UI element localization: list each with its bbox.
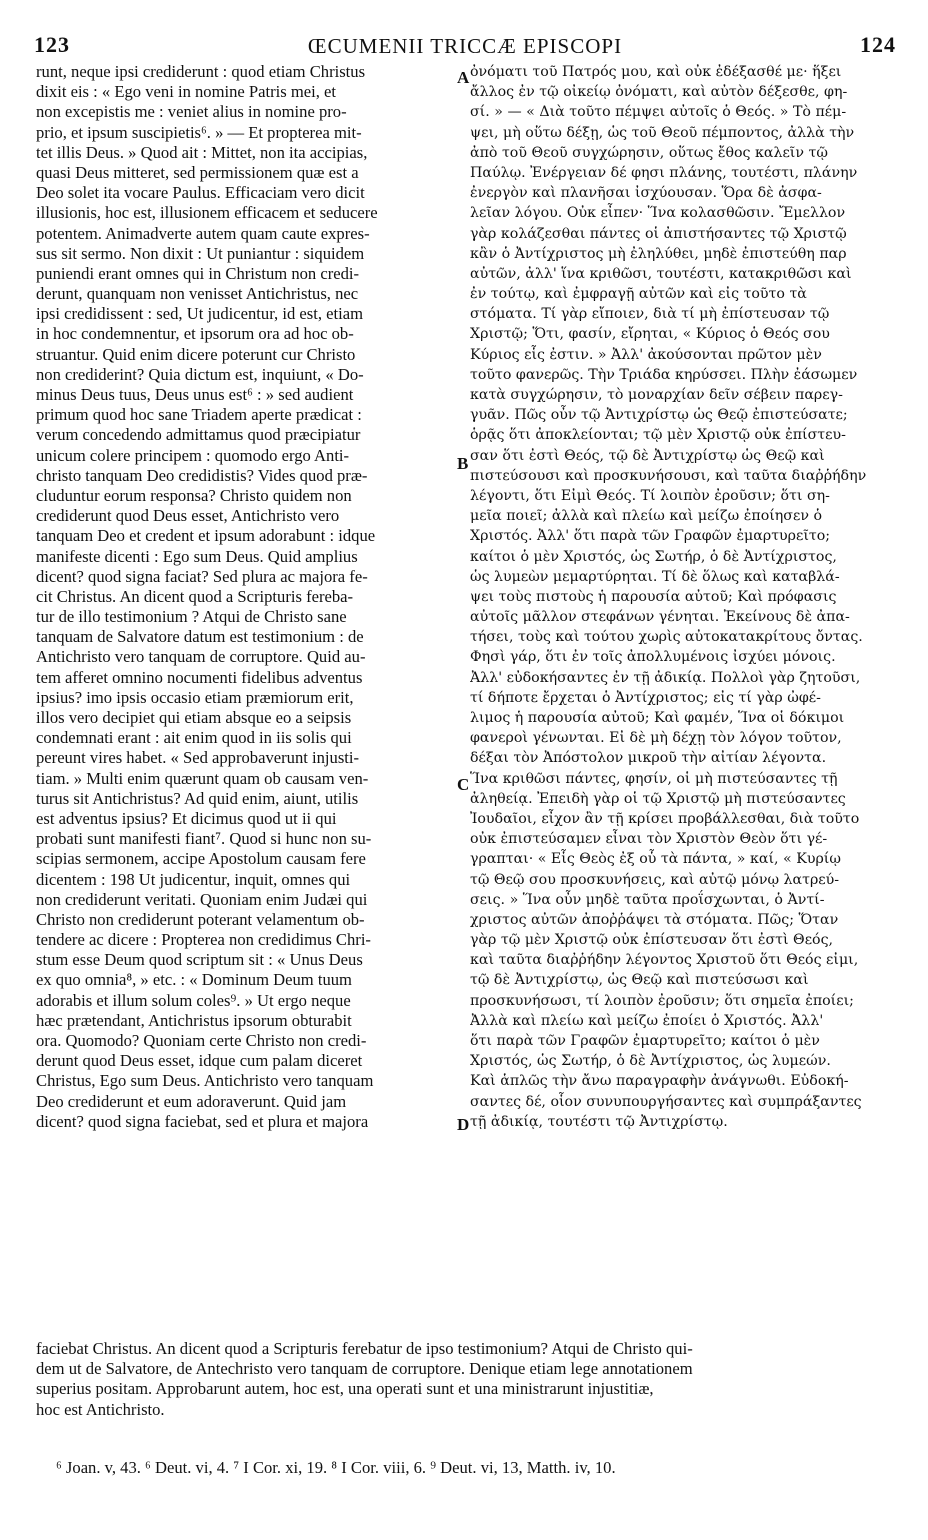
latin-column	[36, 62, 458, 1132]
greek-text-line: ὁρᾷς ὅτι ἀποκλείονται; τῷ μὲν Χριστῷ οὐκ ἐπίστευ-	[470, 427, 846, 444]
greek-text-line: σαν ὅτι ἐστὶ Θεός, τῷ δὲ Ἀντιχρίστῳ ὡς Θεῷ καὶ	[470, 447, 825, 464]
latin-text-line: stum esse Deum quod scriptum sit : « Unus Deus	[36, 950, 363, 970]
latin-text-line: dicent? quod signa faciebat, sed et plura et majora	[36, 1111, 369, 1131]
latin-text-line: in hoc condemnentur, et ipsorum ora ad hoc ob-	[36, 324, 354, 344]
greek-text-line: Ἀλλὰ καὶ πλείω καὶ μείζω ἐποίει ὁ Χριστός. Ἀλλ'	[470, 1012, 824, 1029]
latin-text-line: prio, et ipsum suscipietis⁶. » — Et propterea mit-	[36, 122, 362, 142]
latin-text-line: ora. Quomodo? Quoniam certe Christo non credi-	[36, 1031, 367, 1050]
latin-text-line: est adventus ipsius? Et dicimus quod ut ii qui	[36, 808, 337, 828]
latin-text-line: cluduntur eorum responsa? Christo quidem non	[36, 485, 352, 505]
greek-text-line: Χριστός, ὡς Σωτήρ, ὁ δὲ Ἀντίχριστος, ὡς λυμεών.	[470, 1053, 831, 1070]
greek-text-line: σί. » — « Διὰ τοῦτο πέμψει αὐτοῖς ὁ Θεός. » Τὸ πέμ-	[470, 104, 847, 121]
greek-text-line: γυᾶν. Πῶς οὖν τῷ Ἀντιχρίστῳ ὡς Θεῷ ἐπιστεύσατε;	[470, 407, 848, 424]
margin-letter-b: B	[457, 454, 469, 473]
latin-text-line: tanquam Deo et credent et ipsum adorabunt : idque	[36, 526, 376, 546]
latin-text-line: tendere ac dicere : Propterea non credidimus Chri-	[36, 930, 371, 950]
latin-text-line: illos vero decipiet qui etiam absque eo a seipsis	[36, 708, 352, 727]
latin-text-line: tur de illo testimonium ? Atqui de Christo sane	[36, 607, 347, 627]
greek-text-line: κἂν ὁ Ἀντίχριστος μὴ ἐληλύθει, μηδὲ ἐπιστεύθη παρ	[470, 245, 847, 262]
latin-text-line: tanquam de Salvatore datum est testimonium : de	[36, 627, 364, 647]
latin-text-line: struantur. Quid enim dicere poterunt cur Christo	[36, 344, 356, 364]
greek-text-line: προσκυνήσωσι, τί λοιπὸν ἐροῦσιν; ὅτι σημεῖα ἐποίει;	[470, 992, 854, 1009]
latin-text-line: non crediderunt veritati. Quoniam enim Judæi qui	[36, 889, 368, 909]
latin-text-line: tiam. » Multi enim quærunt quam ob causam ven-	[36, 768, 369, 788]
latin-text-line: manifeste dicenti : Ego sum Deus. Quid amplius	[36, 546, 358, 566]
latin-text-line: Antichristo vero tanquam de corruptore. Quid au-	[36, 647, 366, 667]
latin-text-line: Deo solet ita vocare Paulus. Efficaciam vero dicit	[36, 183, 365, 203]
latin-text-line: Christo non crediderunt poterant velamentum ob-	[36, 909, 365, 929]
latin-text-line: Deo crediderunt et eum adoraverunt. Quid jam	[36, 1091, 347, 1111]
greek-text-line: λεῖαν λόγου. Οὐκ εἶπεν· Ἵνα κολασθῶσιν. Ἔμελλον	[470, 205, 846, 222]
greek-text-line: λιμος ἡ παρουσία αὐτοῦ; Καὶ φαμέν, Ἵνα οἱ δόκιμοι	[470, 710, 845, 726]
greek-text-line: τοῦτο φανερῶς. Τὴν Τριάδα κηρύσσει. Πλὴν ἐάσωμεν	[470, 366, 858, 383]
full-width-text-line: dem ut de Salvatore, de Antechristo vero tanquam de corruptore. Denique etiam lege annotationem	[36, 1359, 693, 1379]
greek-text-line: Χριστῷ; Ὅτι, φασίν, εἴρηται, « Κύριος ὁ Θεός σου	[470, 326, 830, 343]
greek-text-line: γραπται· « Εἷς Θεὸς ἐξ οὗ τὰ πάντα, » καί, « Κυρίῳ	[470, 851, 841, 868]
greek-text-line: φανεροὶ γένωνται. Εἰ δὲ μὴ δέχῃ τὸν λόγον τοῦτον,	[470, 730, 842, 747]
running-header	[34, 32, 896, 58]
latin-text-line: sus sit sermo. Non dixit : Ut puniantur : siquidem	[36, 243, 365, 263]
latin-text-line: Christus, Ego sum Deus. Antichristo vero tanquam	[36, 1071, 374, 1091]
greek-text-line: Κύριος εἷς ἐστιν. » Ἀλλ' ἀκούσονται πρῶτον μὲν	[470, 346, 822, 363]
greek-text-line: γὰρ κολάζεσθαι πάντες οἱ ἀπιστήσαντες τῷ Χριστῷ	[470, 225, 847, 242]
greek-text-line: ψει, μὴ οὕτω δέξῃ, ὡς τοῦ Θεοῦ πέμποντος, ἀλλὰ τὴν	[470, 124, 855, 141]
greek-text-line: ἀπὸ τοῦ Θεοῦ συγχώρησιν, οὕτως ἔθος καλεῖν τῷ	[470, 144, 828, 161]
greek-text-line: σεις. » Ἵνα οὖν μηδὲ ταῦτα προΐσχωνται, ὁ Ἀντί-	[470, 891, 825, 908]
greek-text-line: Ἵνα κριθῶσι πάντες, φησίν, οἱ μὴ πιστεύσαντες τῇ	[470, 770, 838, 787]
latin-text-line: quasi Deus mitteret, sed permissionem quæ est a	[36, 162, 359, 182]
latin-text-line: illusionis, hoc est, illusionem efficacem et seducere	[36, 203, 378, 223]
latin-text-line: turus sit Antichristus? Ad quid enim, aiunt, utilis	[36, 788, 359, 808]
latin-text-line: dixit eis : « Ego veni in nomine Patris mei, et	[36, 82, 337, 102]
full-width-text-line: faciebat Christus. An dicent quod a Scripturis ferebatur de ipso testimonium? Atqui de Christo qui-	[36, 1339, 693, 1358]
greek-text-line: μεῖα ποιεῖ; ἀλλὰ καὶ πλείω καὶ μείζω ἐποίησεν ὁ	[470, 508, 823, 525]
page-number-left: 123	[34, 32, 70, 57]
greek-text-line: καὶ ταῦτα διαῤῥήδην λέγοντος Χριστοῦ ὅτι Θεός εἰμι,	[470, 952, 859, 969]
greek-text-line: τῷ Θεῷ σου προσκυνήσεις, καὶ αὐτῷ μόνῳ λατρεύ-	[470, 871, 840, 888]
latin-text-line: tet illis Deus. » Quod ait : Mittet, non ita accipias,	[36, 142, 368, 162]
latin-text-line: pereunt vires habet. « Sed approbaverunt injusti-	[36, 748, 360, 768]
greek-text-line: Ἰουδαῖοι, εἶχον ἂν τῇ κρίσει προβάλλεσθαι, διὰ τοῦτο	[470, 810, 860, 827]
running-title: ŒCUMENII TRICCÆ EPISCOPI	[307, 34, 623, 58]
margin-letter-a: A	[457, 68, 470, 87]
latin-text-line: ex quo omnia⁸, » etc. : « Dominum Deum tuum	[36, 970, 352, 990]
latin-text-line: ipsi credidissent : sed, Ut judicentur, id est, etiam	[36, 304, 363, 324]
greek-text-line: τήσει, τοὺς καὶ τούτου χωρὶς αὐτοκατακρίτους ὄντας.	[470, 629, 863, 646]
latin-text-line: scipias sermonem, accipe Apostolum causam fere	[36, 849, 366, 869]
greek-text-line: τί δήποτε ἔρχεται ὁ Ἀντίχριστος; εἰς τί γὰρ ὠφέ-	[470, 689, 821, 706]
greek-text-line: Χριστός. Ἀλλ' ὅτι παρὰ τῶν Γραφῶν ἐμαρτυρεῖτο;	[470, 528, 831, 545]
greek-text-line: χριστος αὐτῶν ἀποῤῥάψει τὰ στόματα. Πῶς; Ὅταν	[470, 911, 839, 928]
greek-text-line: αὐτῶν, ἀλλ' ἵνα κριθῶσι, τουτέστι, κατακριθῶσι καὶ	[470, 265, 852, 282]
latin-text-line: potentem. Animadverte autem quam caute expres-	[36, 223, 370, 243]
full-width-text-line: hoc est Antichristo.	[36, 1399, 165, 1419]
greek-text-line: Φησὶ γάρ, ὅτι ἐν τοῖς ἀπολλυμένοις ἰσχύει μόνοις.	[470, 649, 836, 666]
latin-text-line: puniendi erant omnes qui in Christum non credi-	[36, 263, 360, 283]
latin-text-line: christo tanquam Deo credidistis? Vides quod præ-	[36, 465, 368, 485]
full-width-text-line: superius positam. Approbarunt autem, hoc est, una operati sunt et una ministrarunt injustitiæ,	[36, 1379, 654, 1399]
greek-text-line: αὐτοῖς μᾶλλον στεφάνων γένηται. Ἐκείνους δὲ ἀπα-	[470, 609, 850, 626]
greek-text-line: τῷ δὲ Ἀντιχρίστῳ, ὡς Θεῷ καὶ πιστεύσωσι καὶ	[470, 972, 809, 989]
latin-text-line: minus Deus tuus, Deus unus est⁶ : » sed audient	[36, 385, 354, 404]
greek-text-line: καίτοι ὁ μὲν Χριστός, ὡς Σωτήρ, ὁ δὲ Ἀντίχριστος,	[470, 548, 837, 565]
latin-text-line: verum concedendo admittamus quod præcipiatur	[36, 425, 361, 445]
latin-text-line: cit Christus. An dicent quod a Scripturis fereba-	[36, 586, 354, 606]
latin-text-line: non crediderint? Quia dictum est, inquiunt, « Do-	[36, 364, 364, 384]
latin-text-line: dicent? quod signa faciat? Sed plura ac majora fe-	[36, 566, 368, 586]
latin-text-line: derunt quod Deus esset, idque cum palam diceret	[36, 1051, 363, 1071]
latin-text-line: crediderunt quod Deus esset, Antichristo vero	[36, 506, 340, 526]
greek-column	[470, 62, 894, 1132]
greek-text-line: δέξαι τὸν Ἀπόστολον μικροῦ τὴν αἰτίαν λέγοντα.	[470, 750, 827, 767]
margin-letter-c: C	[457, 775, 470, 794]
greek-text-line: κατὰ συγχώρησιν, τὸ μοναρχίαν δεῖν σέβειν παρεγ-	[470, 387, 843, 403]
latin-text-line: condemnati erant : ait enim quod in iis solis qui	[36, 728, 352, 748]
latin-text-line: runt, neque ipsi crediderunt : quod etiam Christus	[36, 62, 366, 81]
latin-text-line: dicentem : 198 Ut judicentur, inquit, omnes qui	[36, 869, 351, 889]
latin-text-line: non excepistis me : veniet alius in nomine pro-	[36, 102, 347, 122]
latin-text-line: primum quod hoc sane Triadem aperte prædicat :	[36, 405, 362, 425]
latin-text-line: tem afferet omnino nocumenti fidelibus adventus	[36, 667, 363, 687]
greek-text-line: Καὶ ἁπλῶς τὴν ἄνω παραγραφὴν ἀνάγνωθι. Εὐδοκή-	[470, 1073, 849, 1090]
greek-text-line: ὅτι παρὰ τῶν Γραφῶν ἐμαρτυρεῖτο; καίτοι ὁ μὲν	[470, 1033, 820, 1049]
greek-text-line: ψει τοὺς πιστοὺς ἡ παρουσία αὐτοῦ; Καὶ πρόφασις	[470, 588, 837, 605]
page-number-right: 124	[860, 32, 896, 57]
latin-text-line: adorabis et illum solum coles⁹. » Ut ergo neque	[36, 990, 351, 1010]
footnotes: ⁶ Joan. v, 43. ⁶ Deut. vi, 4. ⁷ I Cor. xi, 19. ⁸ I Cor. viii, 6. ⁹ Deut. vi, 13, Matth. iv, 10.	[56, 1458, 616, 1477]
latin-text-line: ipsius? imo ipsis occasio etiam præmiorum erit,	[36, 687, 354, 707]
greek-text-line: οὐκ ἐπιστεύσαμεν εἶναι τὸν Χριστὸν Θεὸν ὅτι γέ-	[470, 831, 828, 848]
greek-text-line: ὀνόματι τοῦ Πατρός μου, καὶ οὐκ ἐδέξασθέ με· ἥξει	[470, 64, 842, 80]
latin-text-line: unicum colere principem : quomodo ergo Anti-	[36, 445, 350, 465]
greek-text-line: ἐν τούτῳ, καὶ ἐμφραγῇ αὐτῶν καὶ εἰς τοῦτο τὰ	[470, 286, 807, 303]
latin-text-line: hæc prætendant, Antichristus ipsorum obturabit	[36, 1010, 352, 1030]
greek-text-line: ἀληθείᾳ. Ἐπειδὴ γὰρ οἱ τῷ Χριστῷ μὴ πιστεύσαντες	[470, 790, 846, 807]
greek-text-line: Παύλῳ. Ἐνέργειαν δέ φησι πλάνης, τουτέστι, πλάνην	[470, 164, 858, 181]
full-width-paragraph	[36, 1339, 896, 1420]
margin-letter-d: D	[457, 1115, 470, 1134]
greek-text-line: ἐνεργὸν καὶ πλανῆσαι ἰσχύουσαν. Ὅρα δὲ ἀσφα-	[470, 185, 822, 202]
latin-text-line: derunt, quanquam non venisset Antichristus, nec	[36, 284, 359, 304]
greek-text-line: γὰρ τῷ μὲν Χριστῷ οὐκ ἐπίστευσαν ὅτι ἐστὶ Θεός,	[470, 932, 834, 949]
latin-text-line: probati sunt manifesti fiant⁷. Quod si hunc non su-	[36, 829, 372, 849]
greek-text-line: στόματα. Τί γὰρ εἴποιεν, διὰ τί μὴ ἐπίστευσαν τῷ	[470, 306, 830, 323]
greek-text-line: ἄλλος ἐν τῷ οἰκείῳ ὀνόματι, καὶ αὐτὸν δέξεσθε, φη-	[470, 84, 848, 101]
greek-text-line: τῇ ἀδικίᾳ, τουτέστι τῷ Ἀντιχρίστῳ.	[470, 1113, 728, 1130]
greek-text-line: Ἀλλ' εὐδοκήσαντες ἐν τῇ ἀδικίᾳ. Πολλοὶ γὰρ ζητοῦσι,	[470, 669, 861, 686]
greek-text-line: σαντες δέ, οἷον συνυπουργήσαντες καὶ συμπράξαντες	[470, 1093, 862, 1110]
greek-text-line: ὡς λυμεὼν μεμαρτύρηται. Τί δὲ ὅλως καὶ καταβλά-	[470, 568, 840, 585]
greek-text-line: πιστεύσουσι καὶ προσκυνήσουσι, καὶ ταῦτα διαῤῥήδην	[470, 467, 867, 484]
greek-text-line: λέγοντι, ὅτι Εἰμὶ Θεός. Τί λοιπὸν ἐροῦσιν; ὅτι ση-	[470, 487, 830, 504]
